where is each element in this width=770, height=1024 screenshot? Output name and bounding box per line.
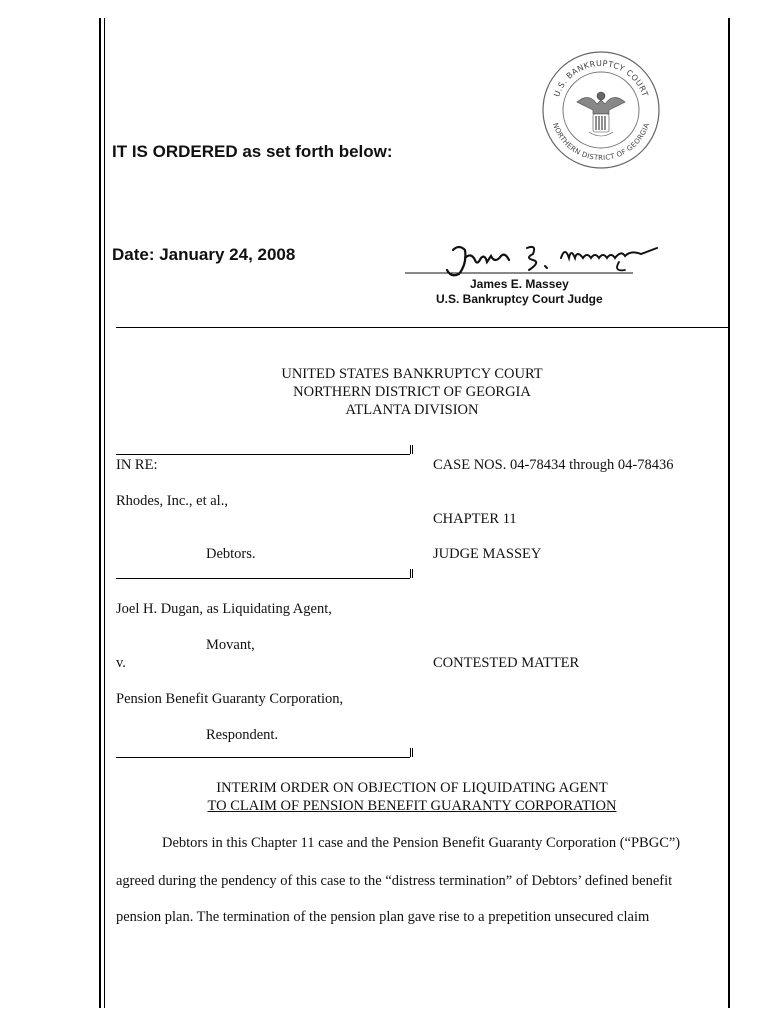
court-seal	[537, 40, 661, 178]
judge-title: U.S. Bankruptcy Court Judge	[436, 292, 603, 306]
eagle-icon	[577, 92, 625, 136]
chapter-label: CHAPTER 11	[433, 511, 517, 527]
respondent-label: Respondent.	[206, 727, 279, 743]
ordered-heading: IT IS ORDERED as set forth below:	[112, 142, 393, 161]
judge-name: James E. Massey	[470, 277, 569, 291]
seal-bottom-text: NORTHERN DISTRICT OF GEORGIA	[550, 121, 651, 163]
caption-bar-2	[410, 569, 413, 578]
versus-label: v.	[116, 655, 126, 671]
right-margin-line	[728, 18, 730, 1008]
body-line-3: pension plan. The termination of the pension plan gave rise to a prepetition unsecured claim	[116, 909, 650, 925]
caption-rule-3	[116, 757, 410, 758]
movant-name: Joel H. Dugan, as Liquidating Agent,	[116, 601, 332, 617]
order-title-line-1: INTERIM ORDER ON OBJECTION OF LIQUIDATING AGENT	[216, 780, 608, 796]
court-name: UNITED STATES BANKRUPTCY COURT	[281, 366, 543, 382]
caption-bar-3	[410, 748, 413, 757]
caption-bar-1	[410, 445, 413, 454]
order-date: Date: January 24, 2008	[112, 245, 296, 264]
court-division: ATLANTA DIVISION	[345, 402, 479, 418]
body-line-1: Debtors in this Chapter 11 case and the Pension Benefit Guaranty Corporation (“PBGC”)	[162, 835, 681, 851]
case-numbers: CASE NOS. 04-78434 through 04-78436	[433, 457, 674, 473]
order-title-line-2-text: TO CLAIM OF PENSION BENEFIT GUARANTY CORPORATION	[207, 798, 617, 814]
left-margin-line-outer	[99, 18, 101, 1008]
order-title-line-2	[0, 798, 770, 815]
debtor-name: Rhodes, Inc., et al.,	[116, 493, 228, 509]
header-divider	[116, 327, 728, 328]
debtors-label: Debtors.	[206, 546, 256, 562]
judge-label: JUDGE MASSEY	[433, 546, 542, 562]
caption-rule-2	[116, 578, 410, 579]
contested-matter-label: CONTESTED MATTER	[433, 655, 580, 671]
respondent-name: Pension Benefit Guaranty Corporation,	[116, 691, 344, 707]
body-line-2: agreed during the pendency of this case to the “distress termination” of Debtors’ defined benefit	[116, 873, 673, 889]
court-district: NORTHERN DISTRICT OF GEORGIA	[293, 384, 531, 400]
in-re-label: IN RE:	[116, 457, 158, 473]
judge-signature	[405, 240, 667, 280]
left-margin-line-inner	[104, 18, 105, 1008]
seal-top-text: U.S. BANKRUPTCY COURT	[552, 58, 650, 99]
movant-label: Movant,	[206, 637, 255, 653]
caption-rule-1	[116, 454, 410, 455]
